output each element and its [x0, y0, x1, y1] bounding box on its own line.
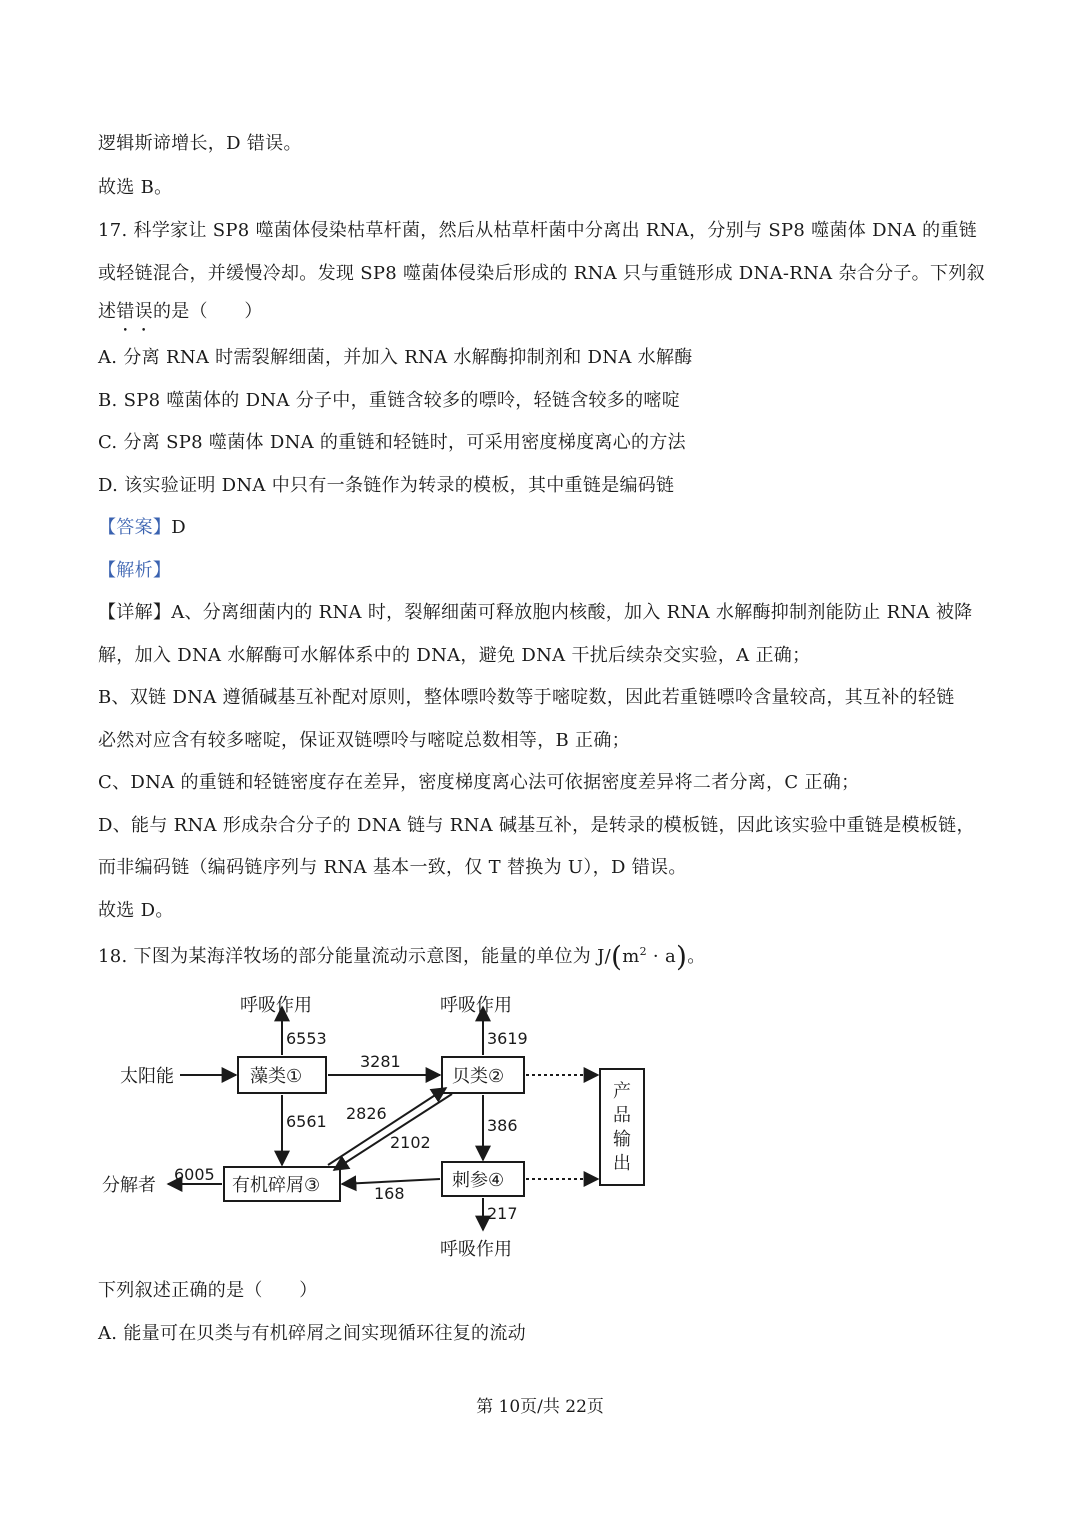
page-footer: 第 10页/共 22页	[476, 1397, 604, 1417]
detail-line: 必然对应含有较多嘧啶，保证双链嘌呤与嘧啶总数相等，B 正确；	[98, 730, 630, 751]
text-line: 故选 B。	[98, 177, 173, 198]
answer-value: D	[171, 517, 186, 538]
value-label: 386	[487, 1116, 518, 1135]
question-17-line: 17. 科学家让 SP8 噬菌体侵染枯草杆菌，然后从枯草杆菌中分离出 RNA，分别与 SP8 噬菌体 DNA 的重链	[98, 220, 978, 241]
detail-tag: 【详解】	[98, 602, 172, 623]
paren-left: (	[610, 940, 623, 973]
detail-line: B、双链 DNA 遵循碱基互补配对原则，整体嘌呤数等于嘧啶数，因此若重链嘌呤含量较高，其互补的轻链	[98, 687, 955, 708]
respiration-label: 呼吸作用	[240, 995, 312, 1016]
question-18-option-a: A. 能量可在贝类与有机碎屑之间实现循环往复的流动	[98, 1323, 526, 1344]
detail-line: 而非编码链（编码链序列与 RNA 基本一致，仅 T 替换为 U），D 错误。	[98, 857, 687, 878]
emphasis-char: 误	[134, 301, 153, 322]
option-c: C. 分离 SP8 噬菌体 DNA 的重链和轻链时，可采用密度梯度离心的方法	[98, 432, 686, 453]
product-char: 出	[613, 1153, 631, 1174]
value-label: 6553	[286, 1029, 327, 1048]
detail-text: A、分离细菌内的 RNA 时，裂解细菌可释放胞内核酸，加入 RNA 水解酶抑制剂能防止 RNA 被降	[171, 602, 973, 623]
answer-line	[98, 516, 186, 540]
sea-cucumber-label: 刺参④	[452, 1170, 505, 1191]
question-18-prompt: 下列叙述正确的是（ ）	[98, 1280, 318, 1301]
detail-line	[98, 601, 972, 625]
text-span: 的是（ ）	[152, 301, 263, 322]
detail-line: 故选 D。	[98, 900, 174, 921]
product-char: 品	[613, 1105, 631, 1126]
debris-label: 有机碎屑③	[232, 1175, 321, 1196]
detail-line: C、DNA 的重链和轻链密度存在差异，密度梯度离心法可依据密度差异将二者分离，C 正确；	[98, 772, 860, 793]
value-label: 3619	[487, 1029, 528, 1048]
paren-right: )	[675, 940, 688, 973]
value-label: 2102	[390, 1133, 431, 1152]
debris-shell-arrow	[328, 1088, 446, 1165]
text-line: 逻辑斯谛增长，D 错误。	[98, 133, 302, 154]
detail-line: 解，加入 DNA 水解酶可水解体系中的 DNA，避免 DNA 干扰后续杂交实验，A 正确；	[98, 645, 811, 666]
product-char: 产	[613, 1081, 631, 1102]
value-label: 2826	[346, 1104, 387, 1123]
answer-tag: 【答案】	[98, 517, 172, 538]
respiration-label: 呼吸作用	[440, 995, 512, 1016]
value-label: 217	[487, 1204, 518, 1223]
energy-flow-diagram	[98, 985, 658, 1270]
text-span: 。	[687, 946, 706, 967]
decomposer-label: 分解者	[102, 1175, 156, 1196]
solar-energy-label: 太阳能	[120, 1066, 174, 1087]
algae-label: 藻类①	[250, 1066, 303, 1087]
analysis-tag: 【解析】	[98, 560, 172, 581]
value-label: 3281	[360, 1052, 401, 1071]
value-label: 6561	[286, 1112, 327, 1131]
value-label: 6005	[174, 1165, 215, 1184]
question-17-line	[98, 300, 263, 324]
unit-sup: 2	[639, 945, 647, 958]
value-label: 168	[374, 1184, 405, 1203]
option-a: A. 分离 RNA 时需裂解细菌，并加入 RNA 水解酶抑制剂和 DNA 水解酶	[98, 347, 693, 368]
detail-line: D、能与 RNA 形成杂合分子的 DNA 链与 RNA 碱基互补，是转录的模板链，因此该实验中重链是模板链，	[98, 815, 975, 836]
unit-m: m	[622, 946, 640, 967]
question-18-line	[98, 940, 706, 973]
text-span: 述	[98, 301, 117, 322]
option-b: B. SP8 噬菌体的 DNA 分子中，重链含较多的嘌呤，轻链含较多的嘧啶	[98, 390, 681, 411]
respiration-label: 呼吸作用	[440, 1239, 512, 1260]
emphasis-char: 错	[116, 301, 135, 322]
shellfish-label: 贝类②	[452, 1066, 505, 1087]
text-span: 18. 下图为某海洋牧场的部分能量流动示意图，能量的单位为 J/	[98, 946, 611, 967]
product-char: 输	[613, 1129, 631, 1150]
question-17-line: 或轻链混合，并缓慢冷却。发现 SP8 噬菌体侵染后形成的 RNA 只与重链形成 DNA-RNA 杂合分子。下列叙	[98, 263, 985, 284]
unit-a: · a	[646, 946, 676, 967]
option-d: D. 该实验证明 DNA 中只有一条链作为转录的模板，其中重链是编码链	[98, 475, 675, 496]
